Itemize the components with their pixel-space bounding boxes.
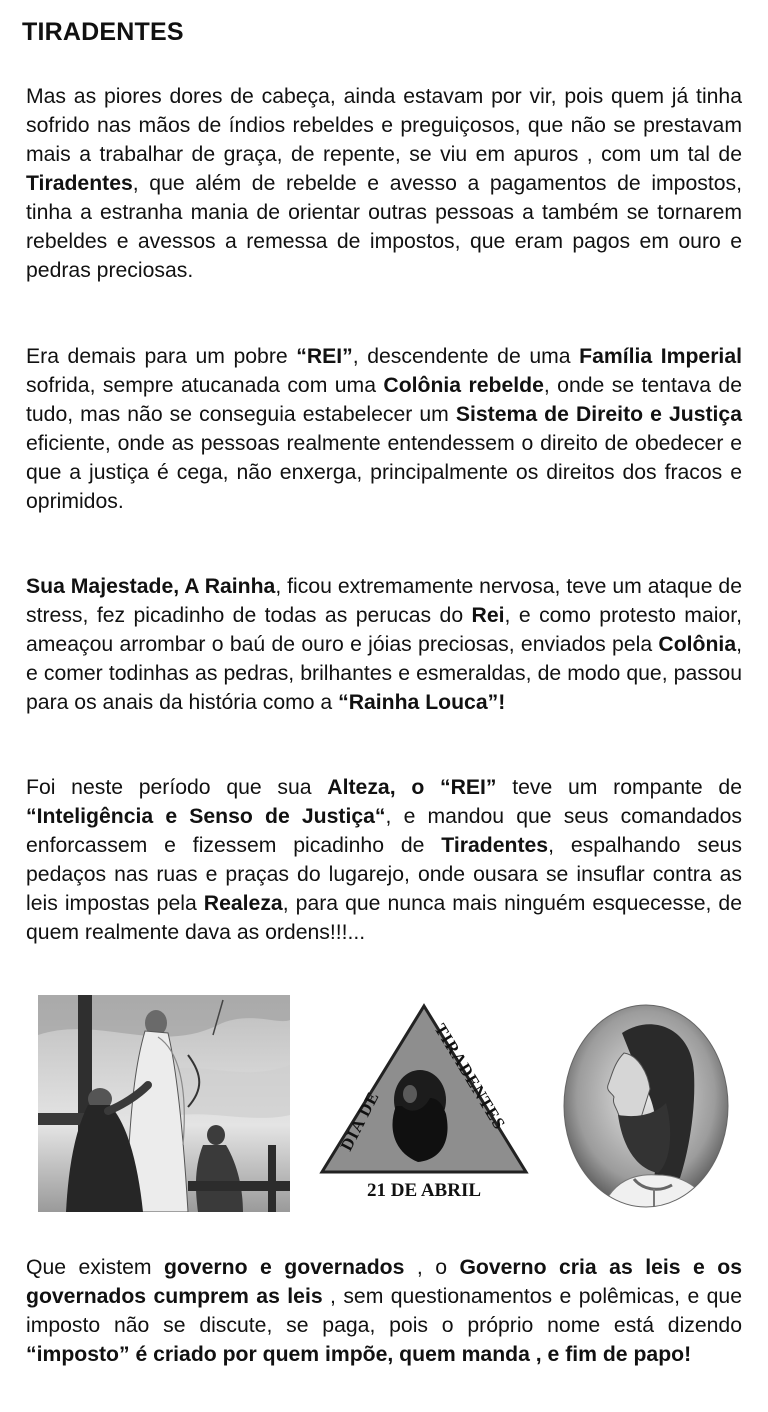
execution-scene-image [38,995,290,1212]
bold-text-run: “Rainha Louca”! [338,691,506,714]
paragraph-1 [26,82,742,285]
text-run: , ficou extremamente nervosa, teve um ataque de stress, fez picadinho de todas as perucas do [26,575,742,627]
text-run: , para que nunca mais ninguém esquecesse, de quem realmente dava as ordens!!!... [26,892,742,944]
paragraph-5 [26,1253,742,1369]
paragraph-3 [26,572,742,717]
text-run: , onde se tentava de tudo, mas não se conseguia estabelecer um [26,374,742,426]
text-run: , o [404,1256,460,1279]
bold-text-run: Colônia [658,633,737,656]
bold-text-run: Governo cria as leis e os governados cumprem as leis [26,1256,742,1308]
text-run: Mas as piores dores de cabeça, ainda estavam por vir, pois quem já tinha sofrido nas mãos de índios rebeldes e preguiçosos, que não se prestavam mais a trabalhar de graça, de repente, se viu em apuros , com um tal de [26,85,742,166]
emblem-date: 21 DE ABRIL [366,1180,482,1201]
text-run: , que além de rebelde e avesso a pagamentos de impostos, tinha a estranha mania de orientar outras pessoas a também se tornarem rebeldes e avessos a remessa de impostos, que eram pagos em ouro e pedras preciosas. [26,172,742,282]
bold-text-run: “REI” [296,345,353,368]
paragraph-2 [26,342,742,516]
text-run: sofrida, sempre atucanada com uma [26,374,384,397]
text-run: Foi neste período que sua [26,776,328,799]
dia-de-tiradentes-emblem [318,1002,530,1206]
text-run: , sem questionamentos e polêmicas, e que imposto não se discute, se paga, pois o próprio nome está dizendo [26,1285,742,1337]
bold-text-run: Alteza, o “REI” [327,776,497,799]
bold-text-run: Família Imperial [579,345,742,368]
bold-text-run: “imposto” é criado por quem impõe, quem manda , e fim de papo! [26,1343,692,1366]
text-run: , e comer todinhas as pedras, brilhantes e esmeraldas, de modo que, passou para os anais da história como a [26,633,742,714]
bold-text-run: governo e governados [163,1256,405,1279]
text-run: eficiente, onde as pessoas realmente entendessem o direito de obedecer e que a justiça é cega, não enxerga, principalmente os direitos dos fracos e oprimidos. [26,432,742,513]
emblem-text-left: DIA DE [336,1088,383,1154]
bold-text-run: Realeza [203,892,283,915]
text-run: Era demais para um pobre [26,345,297,368]
text-run: , e como protesto maior, ameaçou arrombar o baú de ouro e jóias preciosas, enviados pela [26,604,742,656]
emblem-text-right: TIRADENTES [430,1020,510,1134]
bold-text-run: Sistema de Direito e Justiça [455,403,742,426]
text-run: Que existem [26,1256,164,1279]
bold-text-run: Tiradentes [441,834,549,857]
bold-text-run: Rei [471,604,505,627]
text-run: , espalhando seus pedaços nas ruas e praças do lugarejo, onde ousara se insuflar contra as leis impostas pela [26,834,743,915]
bold-text-run: Tiradentes [26,172,133,195]
bold-text-run: “Inteligência e Senso de Justiça“ [26,805,386,828]
bold-text-run: Colônia rebelde [383,374,544,397]
tiradentes-portrait-image [562,1003,730,1209]
text-run: teve um rompante de [496,776,742,799]
paragraph-4 [26,773,742,947]
page-title: TIRADENTES [22,18,184,46]
text-run: , e mandou que seus comandados enforcassem e fizessem picadinho de [26,805,742,857]
text-run: , descendente de uma [352,345,580,368]
bold-text-run: Sua Majestade, A Rainha [26,575,276,598]
